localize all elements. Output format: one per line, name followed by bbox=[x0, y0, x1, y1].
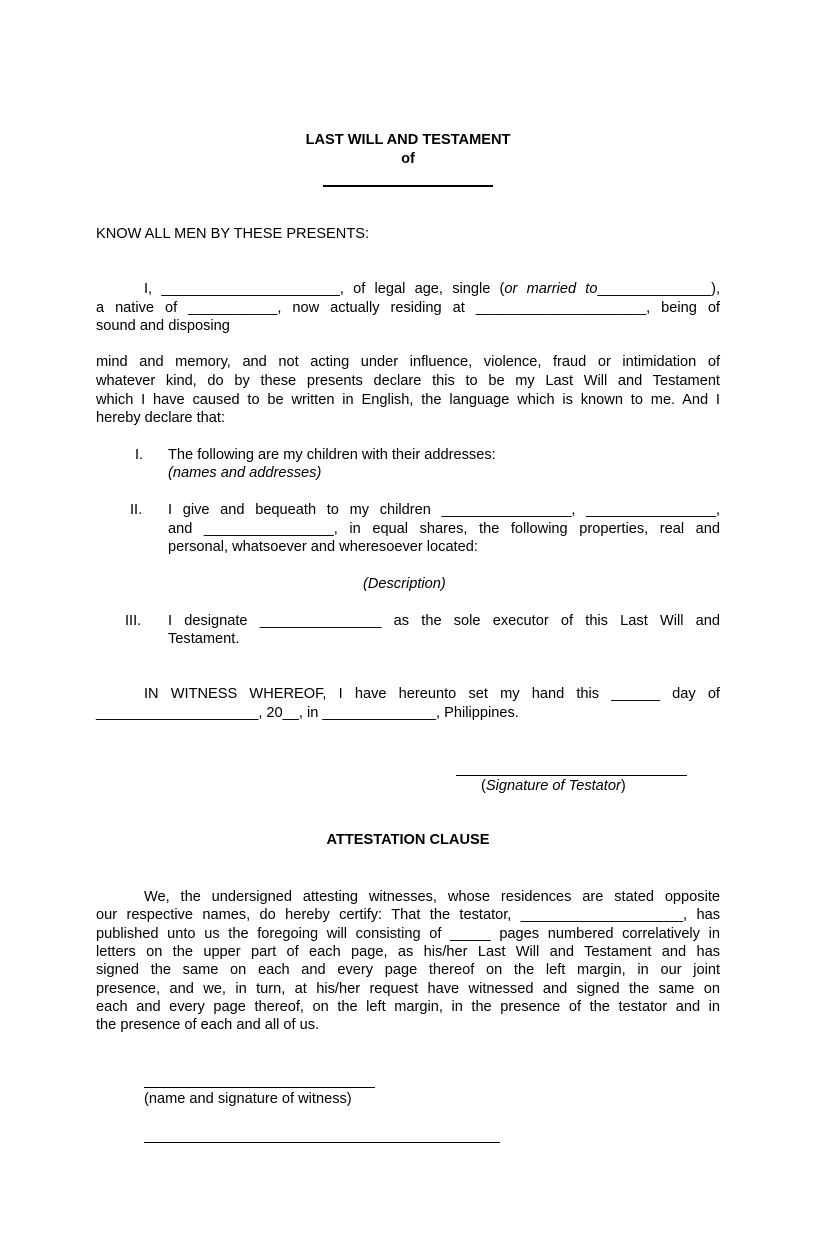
item-text: and ________________, in equal shares, the following properties, real and bbox=[168, 521, 720, 537]
witness-signature-label: (name and signature of witness) bbox=[144, 1091, 352, 1107]
attestation-heading: ATTESTATION CLAUSE bbox=[326, 832, 490, 848]
attestation-line: our respective names, do hereby certify: That the testator, ____________________, has bbox=[96, 907, 720, 923]
para2-line: whatever kind, do by these presents declare this to be my Last Will and Testament bbox=[96, 373, 720, 389]
testator-signature-line bbox=[456, 775, 687, 776]
item-text: personal, whatsoever and wheresoever located: bbox=[168, 539, 478, 555]
para2-line: which I have caused to be written in English, the language which is known to me. And I bbox=[96, 392, 720, 408]
witness-signature-line bbox=[144, 1087, 375, 1088]
witness-line1: IN WITNESS WHEREOF, I have hereunto set my hand this ______ day of bbox=[144, 686, 720, 702]
witness-line2: ____________________, 20__, in ______________, Philippines. bbox=[96, 705, 519, 721]
attestation-line: each and every page thereof, on the left margin, in the presence of the testator and in bbox=[96, 999, 720, 1015]
item-note: (Description) bbox=[363, 576, 446, 592]
opening-phrase: KNOW ALL MEN BY THESE PRESENTS: bbox=[96, 226, 370, 242]
para2-line: hereby declare that: bbox=[96, 410, 225, 426]
attestation-line: We, the undersigned attesting witnesses, whose residences are stated opposite bbox=[144, 889, 720, 905]
para1-line3: sound and disposing bbox=[96, 318, 230, 334]
para1-line2: a native of ___________, now actually residing at _____________________, being of bbox=[96, 300, 720, 316]
document-title-of: of bbox=[401, 151, 415, 167]
document-title: LAST WILL AND TESTAMENT bbox=[305, 132, 511, 148]
attestation-line: signed the same on each and every page thereof on the left margin, in our joint bbox=[96, 962, 720, 978]
item-text: The following are my children with their addresses: bbox=[168, 447, 496, 463]
testator-name-blank bbox=[323, 185, 493, 187]
witness-signature-line bbox=[144, 1142, 500, 1143]
para2-line: mind and memory, and not acting under influence, violence, fraud or intimidation of bbox=[96, 354, 720, 370]
para1-line1: I, ______________________, of legal age, single (or married to______________), bbox=[144, 281, 720, 297]
attestation-line: published unto us the foregoing will consisting of _____ pages numbered correlatively in bbox=[96, 926, 720, 942]
item-numeral: II. bbox=[130, 502, 143, 518]
item-text: I give and bequeath to my children ________________, ________________, bbox=[168, 502, 720, 518]
attestation-line: letters on the upper part of each page, as his/her Last Will and Testament and has bbox=[96, 944, 720, 960]
item-text: I designate _______________ as the sole executor of this Last Will and bbox=[168, 613, 720, 629]
item-note: (names and addresses) bbox=[168, 465, 322, 481]
item-numeral: I. bbox=[135, 447, 144, 463]
item-text: Testament. bbox=[168, 631, 240, 647]
testator-signature-label: (Signature of Testator) bbox=[481, 778, 626, 794]
attestation-line: presence, and we, in turn, at his/her request have witnessed and signed the same on bbox=[96, 981, 720, 997]
attestation-line: the presence of each and all of us. bbox=[96, 1017, 320, 1033]
item-numeral: III. bbox=[125, 613, 142, 629]
